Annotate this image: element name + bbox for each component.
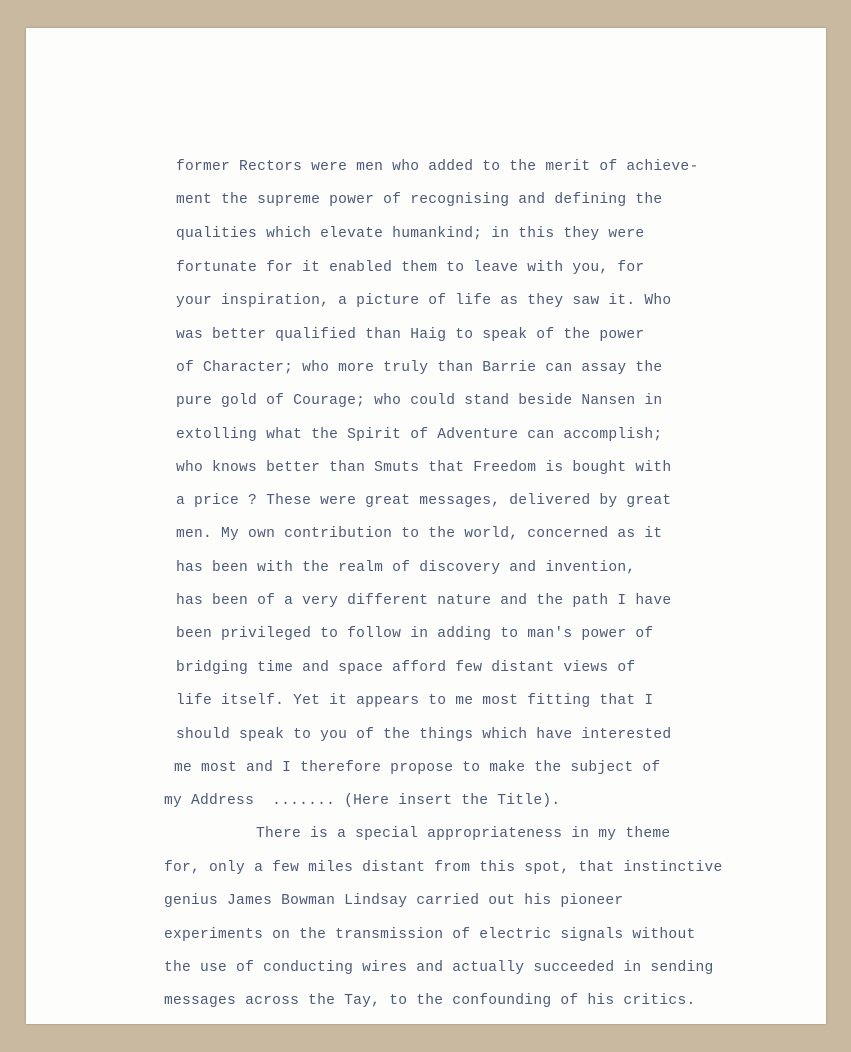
text-line: has been with the realm of discovery and invention,	[176, 560, 636, 576]
text-line: qualities which elevate humankind; in this they were	[176, 226, 645, 242]
text-line: for, only a few miles distant from this spot, that instinctive	[164, 860, 723, 876]
text-line: of Character; who more truly than Barrie can assay the	[176, 360, 663, 376]
text-line: been privileged to follow in adding to man's power of	[176, 626, 654, 642]
text-line: should speak to you of the things which have interested	[176, 727, 672, 743]
text-line: the use of conducting wires and actually succeeded in sending	[164, 960, 714, 976]
text-line: ment the supreme power of recognising and defining the	[176, 192, 663, 208]
text-line: genius James Bowman Lindsay carried out his pioneer	[164, 893, 624, 909]
text-line: has been of a very different nature and the path I have	[176, 593, 672, 609]
text-line: fortunate for it enabled them to leave with you, for	[176, 260, 645, 276]
text-line: pure gold of Courage; who could stand beside Nansen in	[176, 393, 663, 409]
text-line: bridging time and space afford few distant views of	[176, 660, 636, 676]
text-line: There is a special appropriateness in my theme	[256, 826, 671, 842]
text-line: my Address ....... (Here insert the Title).	[164, 793, 561, 809]
text-line: men. My own contribution to the world, concerned as it	[176, 526, 663, 542]
text-line: former Rectors were men who added to the merit of achieve-	[176, 159, 699, 175]
text-line: was better qualified than Haig to speak of the power	[176, 327, 645, 343]
text-line: your inspiration, a picture of life as they saw it. Who	[176, 293, 672, 309]
text-line: extolling what the Spirit of Adventure can accomplish;	[176, 427, 663, 443]
text-line: me most and I therefore propose to make the subject of	[174, 760, 661, 776]
typewritten-page	[26, 28, 826, 1024]
text-line: life itself. Yet it appears to me most fitting that I	[176, 693, 654, 709]
text-line: who knows better than Smuts that Freedom is bought with	[176, 460, 672, 476]
text-line: a price ? These were great messages, delivered by great	[176, 493, 672, 509]
text-line: messages across the Tay, to the confounding of his critics.	[164, 993, 696, 1009]
text-line: experiments on the transmission of electric signals without	[164, 927, 696, 943]
